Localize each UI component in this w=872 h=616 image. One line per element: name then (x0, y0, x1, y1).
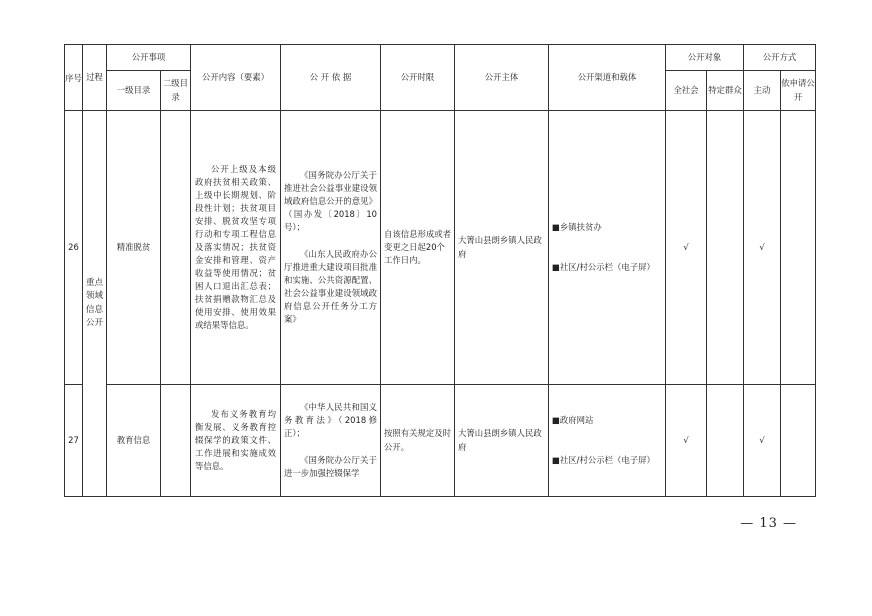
header-target: 公开对象 (666, 45, 744, 71)
row-target-all: √ (666, 385, 707, 497)
channel-item: ■政府网站 (552, 415, 594, 426)
row-channel (549, 111, 666, 385)
process-group-label (83, 111, 107, 497)
row-subject-text: 大箐山县朗乡镇人民政府 (458, 428, 542, 452)
process-group-text: 重点领域信息公开 (85, 277, 104, 328)
header-target-specific: 特定群众 (707, 71, 744, 111)
row-basis (281, 385, 381, 497)
row-level2 (161, 111, 191, 385)
row-target-specific (707, 385, 744, 497)
channel-item: ■社区/村公示栏（电子屏） (552, 261, 655, 272)
header-basis: 公 开 依 据 (281, 45, 381, 111)
row-level2 (161, 385, 191, 497)
row-channel (549, 385, 666, 497)
row-subject (455, 111, 549, 385)
row-time-limit (381, 111, 455, 385)
row-level1: 精准脱贫 (107, 111, 161, 385)
header-seq: 序号 (65, 45, 83, 111)
row-subject (455, 385, 549, 497)
row-method-active: √ (744, 111, 781, 385)
row-method-request (781, 111, 816, 385)
header-row-1 (65, 45, 816, 71)
row-seq: 27 (65, 385, 83, 497)
row-method-request (781, 385, 816, 497)
row-method-active: √ (744, 385, 781, 497)
row-level1: 教育信息 (107, 385, 161, 497)
header-level1: 一级目录 (107, 71, 161, 111)
table-row (65, 111, 816, 385)
header-method-active: 主动 (744, 71, 781, 111)
row-content (191, 385, 281, 497)
row-subject-text: 大箐山县朗乡镇人民政府 (458, 235, 542, 259)
basis-item: 《中华人民共和国义务教育法》（2018修正）； (284, 401, 377, 438)
header-method: 公开方式 (744, 45, 816, 71)
row-seq: 26 (65, 111, 83, 385)
row-content-text: 发布义务教育均衡发展、义务教育控辍保学的政策文件、工作进展和实施成效等信息。 (195, 408, 276, 472)
row-target-all: √ (666, 111, 707, 385)
row-time-limit-text: 按照有关规定及时公开。 (384, 428, 451, 452)
header-method-request: 依申请公开 (781, 71, 816, 111)
header-content: 公开内容（要素） (191, 45, 281, 111)
page-number: — 13 — (740, 516, 797, 531)
row-time-limit (381, 385, 455, 497)
disclosure-table (64, 44, 816, 497)
channel-item: ■社区/村公示栏（电子屏） (552, 454, 655, 465)
header-target-all: 全社会 (666, 71, 707, 111)
channel-item: ■乡镇扶贫办 (552, 222, 602, 233)
header-time-limit: 公开时限 (381, 45, 455, 111)
header-level2: 二级目录 (161, 71, 191, 111)
table-row (65, 385, 816, 497)
row-time-limit-text: 自该信息形成或者变更之日起20个工作日内。 (384, 228, 451, 265)
row-content (191, 111, 281, 385)
row-content-text: 公开上级及本级政府扶贫相关政策、上级中长期规划、阶段性计划；扶贫项目安排、脱贫攻坚专项行动和专项工程信息及落实情况；扶贫资金安排和管理、资产收益等使用情况；贫困人口退出汇总表；扶贫捐赠款物汇总及使用安排、使用效果或结果等信息。 (195, 163, 276, 331)
header-process: 过程 (83, 45, 107, 111)
header-subject: 公开主体 (455, 45, 549, 111)
header-public-matter: 公开事项 (107, 45, 191, 71)
basis-item: 《国务院办公厅关于进一步加强控辍保学 (284, 455, 377, 479)
basis-item: 《山东人民政府办公厅推进重大建设项目批准和实施、公共资源配置、社会公益事业建设领域政府信息公开任务分工方案》 (284, 248, 377, 325)
row-basis (281, 111, 381, 385)
row-target-specific (707, 111, 744, 385)
basis-item: 《国务院办公厅关于推进社会公益事业建设领域政府信息公开的意见》（国办发〔2018〕10号）； (284, 169, 377, 232)
header-channel: 公开渠道和载体 (549, 45, 666, 111)
